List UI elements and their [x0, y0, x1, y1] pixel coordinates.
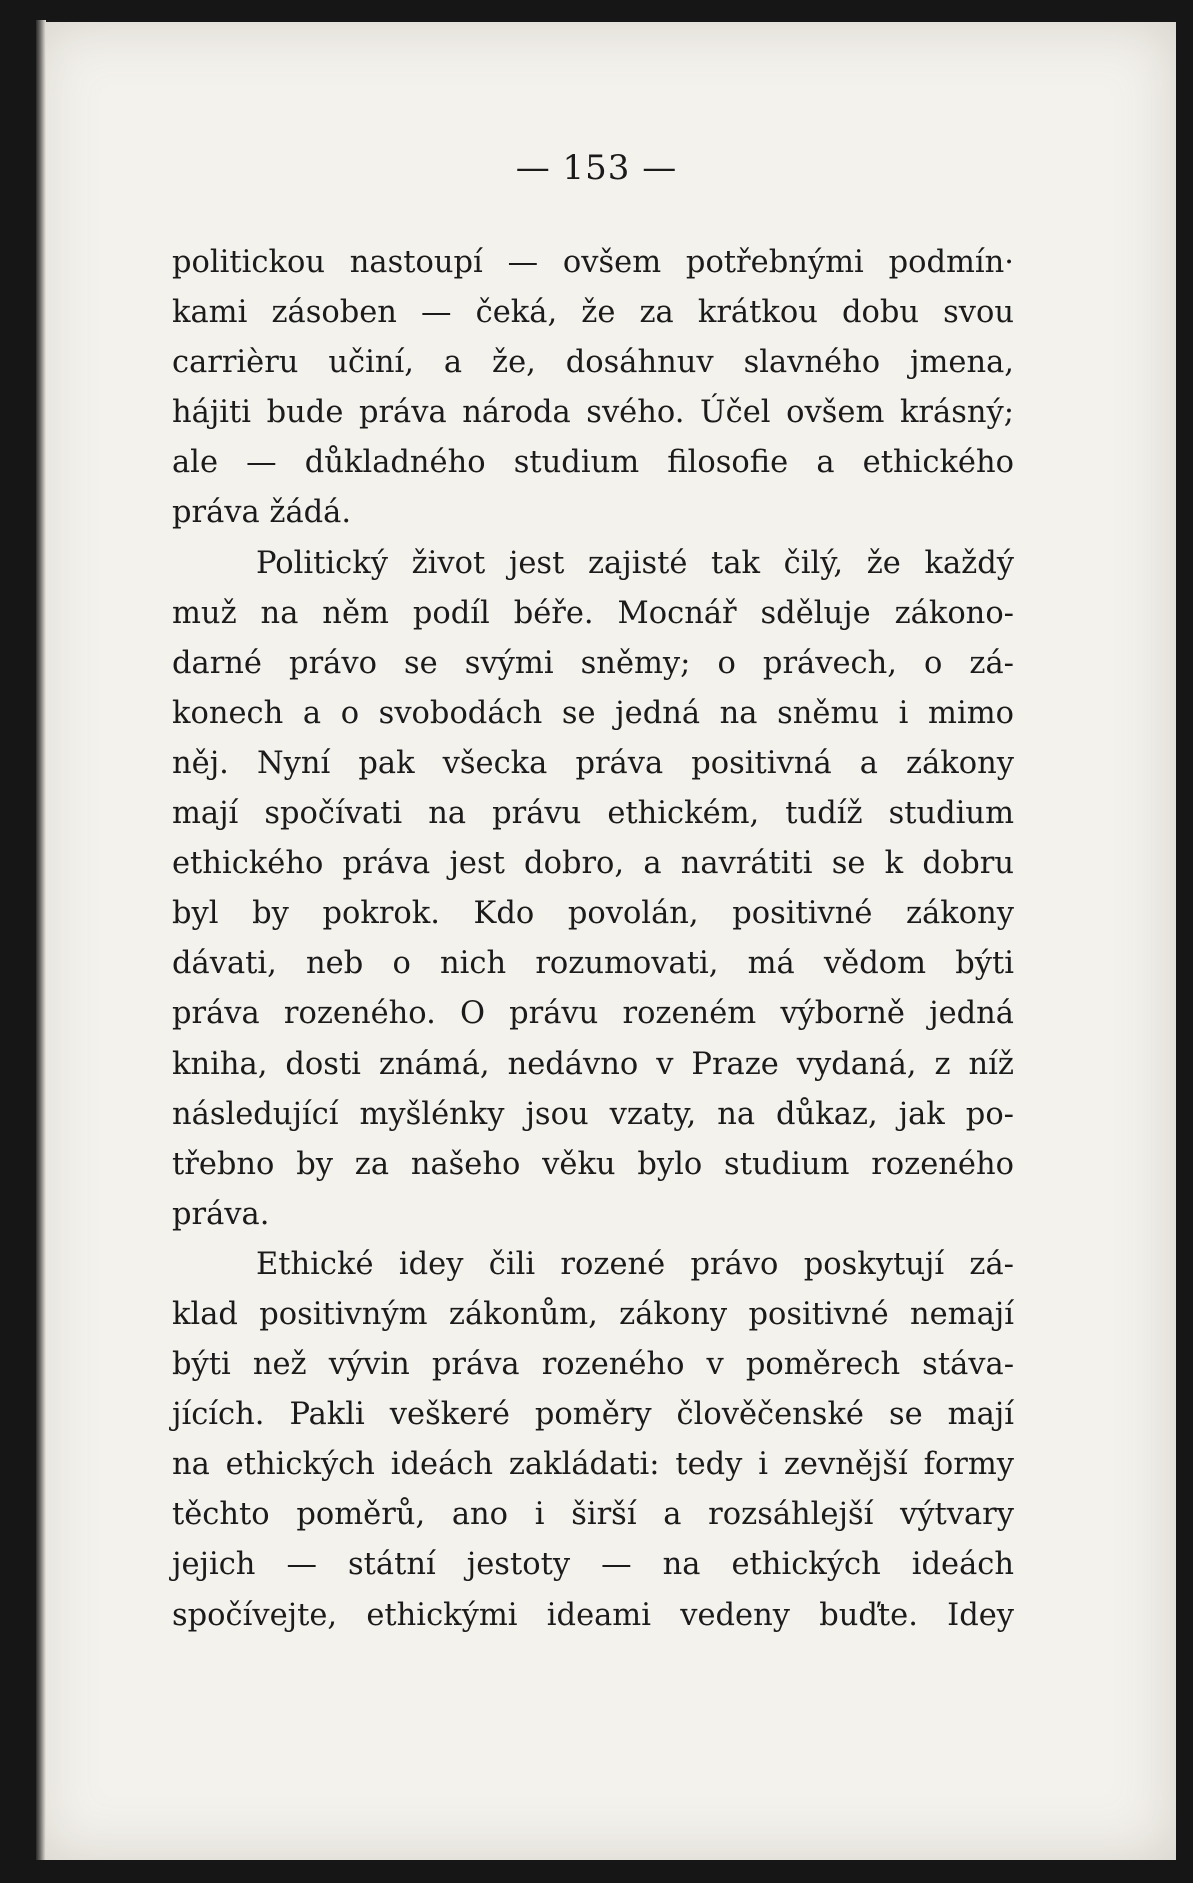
- binding-edge: [36, 20, 46, 1860]
- text-line: muž na něm podíl béře. Mocnář sděluje zákono-: [172, 595, 1014, 631]
- text-line: politickou nastoupí — ovšem potřebnými podmín·: [172, 245, 1014, 280]
- text-line: Politický život jest zajisté tak čilý, že každý: [256, 545, 1014, 581]
- text-line: spočívejte, ethickými ideami vedeny buďte. Idey: [172, 1597, 1014, 1633]
- text-line: práva.: [172, 1196, 270, 1232]
- text-line: něj. Nyní pak všecka práva positivná a zákony: [172, 745, 1014, 781]
- page-number: — 153 —: [515, 148, 678, 188]
- text-line: jících. Pakli veškeré poměry člověčenské se mají: [172, 1397, 1014, 1433]
- text-line: býti než vývin práva rozeného v poměrech stáva-: [172, 1347, 1014, 1383]
- text-line: kniha, dosti známá, nedávno v Praze vydaná, z níž: [172, 1046, 1014, 1082]
- text-line: následující myšlénky jsou vzaty, na důkaz, jak po-: [172, 1096, 1014, 1132]
- text-line: hájiti bude práva národa svého. Účel ovšem krásný;: [172, 395, 1014, 431]
- text-line: třebno by za našeho věku bylo studium rozeného: [172, 1146, 1014, 1182]
- text-line: byl by pokrok. Kdo povolán, positivné zákony: [172, 896, 1014, 932]
- text-line: mají spočívati na právu ethickém, tudíž studium: [172, 796, 1014, 832]
- text-line: dávati, neb o nich rozumovati, má vědom býti: [172, 946, 1014, 982]
- text-line: ethického práva jest dobro, a navrátiti se k dobru: [172, 846, 1014, 882]
- text-line: na ethických ideách zakládati: tedy i zevnější formy: [172, 1447, 1014, 1483]
- text-line: práva žádá.: [172, 495, 352, 531]
- text-line: konech a o svobodách se jedná na sněmu i mimo: [172, 695, 1014, 731]
- text-line: těchto poměrů, ano i širší a rozsáhlejší výtvary: [172, 1497, 1014, 1533]
- text-line: práva rozeného. O právu rozeném výborně jedná: [172, 996, 1014, 1032]
- text-line: klad positivným zákonům, zákony positivné nemají: [172, 1296, 1014, 1332]
- text-line: Ethické idey čili rozené právo poskytují zá-: [256, 1246, 1014, 1282]
- text-line: darné právo se svými sněmy; o právech, o zá-: [172, 645, 1014, 681]
- body-text: [172, 238, 1014, 1641]
- text-line: carrièru učiní, a že, dosáhnuv slavného jmena,: [172, 345, 1014, 381]
- text-line: jejich — státní jestoty — na ethických ideách: [172, 1547, 1014, 1583]
- text-line: ale — důkladného studium filosofie a ethického: [172, 445, 1014, 481]
- text-line: kami zásoben — čeká, že za krátkou dobu svou: [172, 295, 1014, 331]
